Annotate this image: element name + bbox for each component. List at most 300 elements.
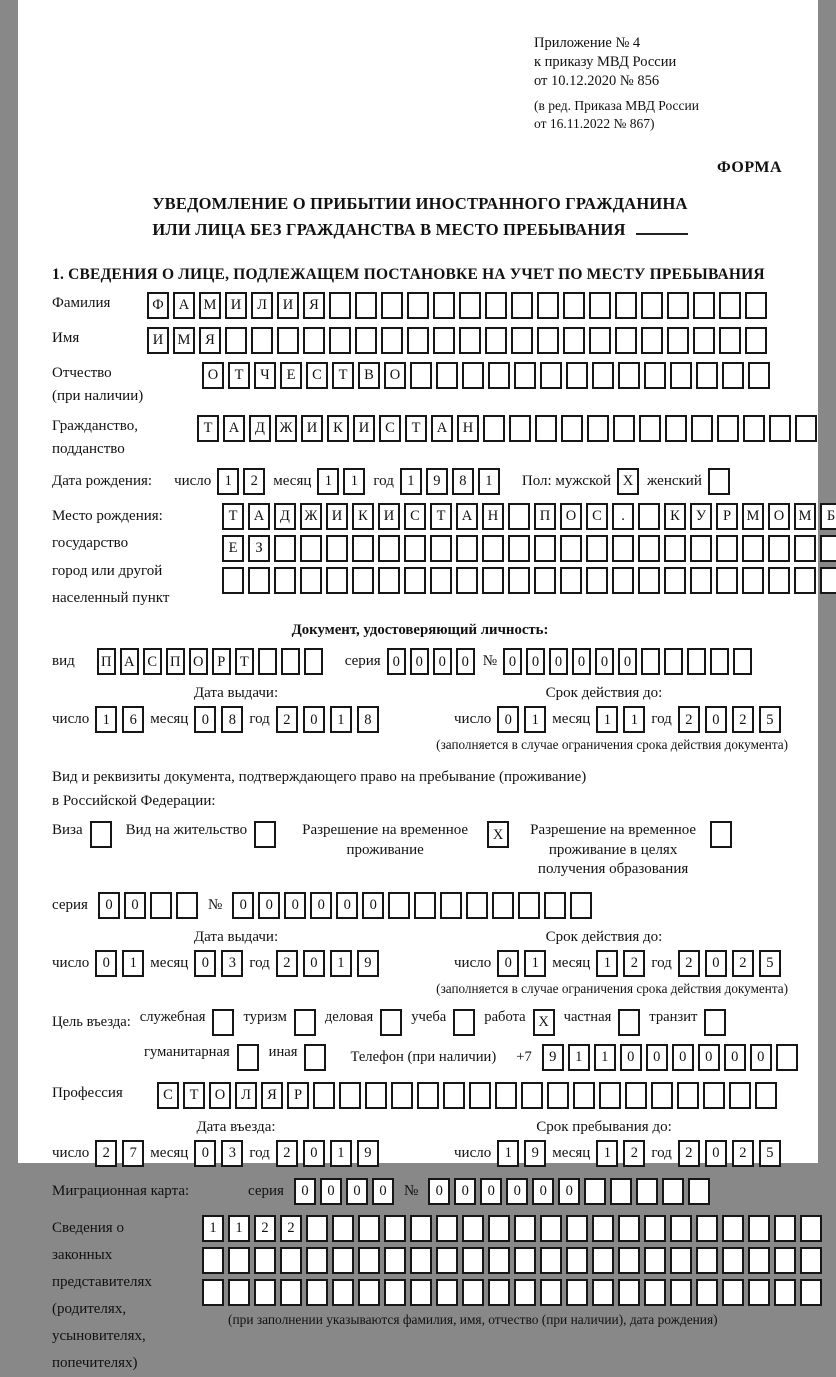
char-cell[interactable]: 0 (372, 1178, 394, 1205)
char-cell[interactable] (710, 648, 729, 675)
char-cell[interactable] (592, 362, 614, 389)
char-cell[interactable]: 2 (678, 706, 700, 733)
char-cell[interactable] (306, 1247, 328, 1274)
char-cell[interactable]: 0 (232, 892, 254, 919)
char-cell[interactable] (800, 1279, 822, 1306)
char-cell[interactable]: X (487, 821, 509, 848)
char-cell[interactable]: К (352, 503, 374, 530)
char-cell[interactable]: С (306, 362, 328, 389)
char-cell[interactable] (618, 1215, 640, 1242)
char-cell[interactable] (492, 892, 514, 919)
char-cell[interactable] (638, 567, 660, 594)
char-cell[interactable]: 0 (646, 1044, 668, 1071)
char-cell[interactable] (332, 1215, 354, 1242)
char-cell[interactable] (355, 327, 377, 354)
char-cell[interactable]: Л (251, 292, 273, 319)
char-cell[interactable]: 3 (221, 1140, 243, 1167)
char-cell[interactable]: 2 (678, 950, 700, 977)
char-cell[interactable] (407, 327, 429, 354)
char-cell[interactable] (563, 292, 585, 319)
char-cell[interactable] (365, 1082, 387, 1109)
char-cell[interactable] (722, 1215, 744, 1242)
char-cell[interactable]: А (431, 415, 453, 442)
char-cell[interactable]: И (147, 327, 169, 354)
char-cell[interactable] (254, 1247, 276, 1274)
char-cell[interactable] (329, 292, 351, 319)
char-cell[interactable] (742, 567, 764, 594)
char-cell[interactable] (537, 292, 559, 319)
char-cell[interactable] (755, 1082, 777, 1109)
char-cell[interactable] (641, 327, 663, 354)
char-cell[interactable] (589, 292, 611, 319)
char-cell[interactable] (644, 1215, 666, 1242)
char-cell[interactable] (281, 648, 300, 675)
char-cell[interactable] (651, 1082, 673, 1109)
char-cell[interactable]: П (534, 503, 556, 530)
char-cell[interactable] (511, 327, 533, 354)
char-cell[interactable]: 2 (276, 950, 298, 977)
char-cell[interactable] (719, 327, 741, 354)
char-cell[interactable] (688, 1178, 710, 1205)
char-cell[interactable] (748, 362, 770, 389)
char-cell[interactable] (664, 567, 686, 594)
char-cell[interactable]: 2 (276, 1140, 298, 1167)
char-cell[interactable] (729, 1082, 751, 1109)
char-cell[interactable]: 0 (480, 1178, 502, 1205)
char-cell[interactable] (280, 1279, 302, 1306)
char-cell[interactable] (521, 1082, 543, 1109)
char-cell[interactable]: . (612, 503, 634, 530)
char-cell[interactable]: Т (222, 503, 244, 530)
char-cell[interactable] (638, 503, 660, 530)
char-cell[interactable] (212, 1009, 234, 1036)
char-cell[interactable] (378, 567, 400, 594)
char-cell[interactable]: 1 (400, 468, 422, 495)
char-cell[interactable]: 1 (317, 468, 339, 495)
char-cell[interactable] (563, 327, 585, 354)
char-cell[interactable] (618, 362, 640, 389)
char-cell[interactable] (618, 1279, 640, 1306)
char-cell[interactable] (710, 821, 732, 848)
char-cell[interactable]: 1 (594, 1044, 616, 1071)
char-cell[interactable] (332, 1247, 354, 1274)
char-cell[interactable]: И (225, 292, 247, 319)
char-cell[interactable]: 0 (98, 892, 120, 919)
char-cell[interactable] (693, 292, 715, 319)
char-cell[interactable]: И (326, 503, 348, 530)
char-cell[interactable] (625, 1082, 647, 1109)
char-cell[interactable] (534, 535, 556, 562)
char-cell[interactable]: 2 (280, 1215, 302, 1242)
char-cell[interactable] (391, 1082, 413, 1109)
char-cell[interactable]: Т (183, 1082, 205, 1109)
char-cell[interactable] (716, 567, 738, 594)
char-cell[interactable] (638, 535, 660, 562)
char-cell[interactable] (462, 362, 484, 389)
char-cell[interactable] (453, 1009, 475, 1036)
char-cell[interactable]: С (379, 415, 401, 442)
char-cell[interactable]: 9 (542, 1044, 564, 1071)
char-cell[interactable]: 1 (623, 706, 645, 733)
char-cell[interactable]: 0 (750, 1044, 772, 1071)
char-cell[interactable] (280, 1247, 302, 1274)
char-cell[interactable] (748, 1279, 770, 1306)
char-cell[interactable] (509, 415, 531, 442)
char-cell[interactable]: Ч (254, 362, 276, 389)
char-cell[interactable]: 0 (258, 892, 280, 919)
char-cell[interactable] (514, 362, 536, 389)
char-cell[interactable] (294, 1009, 316, 1036)
char-cell[interactable]: 1 (330, 1140, 352, 1167)
char-cell[interactable] (717, 415, 739, 442)
char-cell[interactable]: 5 (759, 706, 781, 733)
char-cell[interactable] (459, 292, 481, 319)
char-cell[interactable] (404, 535, 426, 562)
char-cell[interactable]: 1 (596, 1140, 618, 1167)
char-cell[interactable]: А (248, 503, 270, 530)
char-cell[interactable]: 0 (705, 706, 727, 733)
char-cell[interactable] (404, 567, 426, 594)
char-cell[interactable] (703, 1082, 725, 1109)
char-cell[interactable]: З (248, 535, 270, 562)
char-cell[interactable] (535, 415, 557, 442)
char-cell[interactable] (748, 1215, 770, 1242)
char-cell[interactable]: П (97, 648, 116, 675)
char-cell[interactable] (615, 292, 637, 319)
char-cell[interactable] (277, 327, 299, 354)
char-cell[interactable] (586, 535, 608, 562)
char-cell[interactable] (644, 362, 666, 389)
char-cell[interactable] (570, 892, 592, 919)
char-cell[interactable] (716, 535, 738, 562)
char-cell[interactable]: 1 (202, 1215, 224, 1242)
char-cell[interactable]: 0 (595, 648, 614, 675)
char-cell[interactable] (358, 1247, 380, 1274)
char-cell[interactable]: Я (261, 1082, 283, 1109)
char-cell[interactable]: 7 (122, 1140, 144, 1167)
char-cell[interactable] (326, 567, 348, 594)
char-cell[interactable]: 2 (276, 706, 298, 733)
char-cell[interactable]: 2 (95, 1140, 117, 1167)
char-cell[interactable] (332, 1279, 354, 1306)
char-cell[interactable]: С (586, 503, 608, 530)
char-cell[interactable] (355, 292, 377, 319)
char-cell[interactable] (306, 1279, 328, 1306)
char-cell[interactable] (90, 821, 112, 848)
char-cell[interactable] (687, 648, 706, 675)
char-cell[interactable] (693, 327, 715, 354)
char-cell[interactable] (794, 535, 816, 562)
char-cell[interactable] (274, 567, 296, 594)
char-cell[interactable] (176, 892, 198, 919)
char-cell[interactable] (202, 1279, 224, 1306)
char-cell[interactable] (691, 415, 713, 442)
char-cell[interactable] (704, 1009, 726, 1036)
char-cell[interactable] (456, 567, 478, 594)
char-cell[interactable]: А (173, 292, 195, 319)
char-cell[interactable] (482, 567, 504, 594)
char-cell[interactable]: 2 (623, 1140, 645, 1167)
char-cell[interactable] (237, 1044, 259, 1071)
char-cell[interactable]: О (384, 362, 406, 389)
char-cell[interactable]: 0 (194, 706, 216, 733)
char-cell[interactable] (612, 535, 634, 562)
char-cell[interactable] (534, 567, 556, 594)
char-cell[interactable] (440, 892, 462, 919)
char-cell[interactable]: 8 (357, 706, 379, 733)
char-cell[interactable]: 8 (452, 468, 474, 495)
char-cell[interactable]: 0 (194, 950, 216, 977)
char-cell[interactable]: П (166, 648, 185, 675)
char-cell[interactable] (560, 567, 582, 594)
char-cell[interactable]: 1 (228, 1215, 250, 1242)
char-cell[interactable]: 1 (596, 706, 618, 733)
char-cell[interactable] (612, 567, 634, 594)
char-cell[interactable]: 1 (330, 950, 352, 977)
char-cell[interactable]: 9 (426, 468, 448, 495)
char-cell[interactable]: 1 (478, 468, 500, 495)
char-cell[interactable] (641, 292, 663, 319)
char-cell[interactable] (769, 415, 791, 442)
char-cell[interactable]: А (223, 415, 245, 442)
char-cell[interactable] (776, 1044, 798, 1071)
char-cell[interactable]: 1 (122, 950, 144, 977)
char-cell[interactable] (511, 292, 533, 319)
char-cell[interactable] (410, 1247, 432, 1274)
char-cell[interactable] (641, 648, 660, 675)
char-cell[interactable]: 0 (558, 1178, 580, 1205)
char-cell[interactable]: 1 (596, 950, 618, 977)
char-cell[interactable] (618, 1009, 640, 1036)
char-cell[interactable] (613, 415, 635, 442)
char-cell[interactable] (540, 1247, 562, 1274)
char-cell[interactable] (733, 648, 752, 675)
char-cell[interactable] (466, 892, 488, 919)
char-cell[interactable]: 0 (698, 1044, 720, 1071)
char-cell[interactable] (696, 362, 718, 389)
char-cell[interactable]: 0 (572, 648, 591, 675)
char-cell[interactable] (410, 362, 432, 389)
char-cell[interactable] (414, 892, 436, 919)
char-cell[interactable] (662, 1178, 684, 1205)
char-cell[interactable]: М (794, 503, 816, 530)
char-cell[interactable]: Д (249, 415, 271, 442)
char-cell[interactable] (745, 292, 767, 319)
char-cell[interactable]: 2 (732, 706, 754, 733)
char-cell[interactable] (462, 1279, 484, 1306)
char-cell[interactable] (599, 1082, 621, 1109)
char-cell[interactable]: 0 (705, 950, 727, 977)
char-cell[interactable] (690, 567, 712, 594)
char-cell[interactable] (667, 292, 689, 319)
char-cell[interactable]: Т (235, 648, 254, 675)
char-cell[interactable] (304, 1044, 326, 1071)
char-cell[interactable]: 0 (303, 950, 325, 977)
char-cell[interactable]: 1 (330, 706, 352, 733)
char-cell[interactable] (352, 567, 374, 594)
char-cell[interactable] (469, 1082, 491, 1109)
char-cell[interactable]: О (560, 503, 582, 530)
char-cell[interactable] (384, 1279, 406, 1306)
char-cell[interactable]: 1 (568, 1044, 590, 1071)
char-cell[interactable]: 0 (433, 648, 452, 675)
char-cell[interactable] (745, 327, 767, 354)
char-cell[interactable]: И (277, 292, 299, 319)
char-cell[interactable] (456, 535, 478, 562)
char-cell[interactable] (665, 415, 687, 442)
char-cell[interactable]: 9 (524, 1140, 546, 1167)
char-cell[interactable]: Ж (300, 503, 322, 530)
char-cell[interactable] (304, 648, 323, 675)
char-cell[interactable]: 0 (526, 648, 545, 675)
char-cell[interactable] (560, 535, 582, 562)
char-cell[interactable] (508, 503, 530, 530)
char-cell[interactable] (488, 1215, 510, 1242)
char-cell[interactable]: О (768, 503, 790, 530)
char-cell[interactable] (488, 1279, 510, 1306)
char-cell[interactable] (670, 362, 692, 389)
char-cell[interactable]: 0 (303, 706, 325, 733)
char-cell[interactable]: 8 (221, 706, 243, 733)
char-cell[interactable]: 0 (503, 648, 522, 675)
char-cell[interactable] (384, 1247, 406, 1274)
char-cell[interactable] (417, 1082, 439, 1109)
char-cell[interactable]: 3 (221, 950, 243, 977)
char-cell[interactable] (540, 362, 562, 389)
char-cell[interactable] (561, 415, 583, 442)
char-cell[interactable] (248, 567, 270, 594)
char-cell[interactable]: 0 (194, 1140, 216, 1167)
char-cell[interactable] (636, 1178, 658, 1205)
char-cell[interactable] (488, 362, 510, 389)
char-cell[interactable] (410, 1215, 432, 1242)
char-cell[interactable] (443, 1082, 465, 1109)
char-cell[interactable] (774, 1247, 796, 1274)
char-cell[interactable]: С (404, 503, 426, 530)
char-cell[interactable]: 0 (506, 1178, 528, 1205)
char-cell[interactable] (696, 1247, 718, 1274)
char-cell[interactable] (483, 415, 505, 442)
char-cell[interactable] (584, 1178, 606, 1205)
char-cell[interactable]: 2 (243, 468, 265, 495)
char-cell[interactable]: 1 (497, 1140, 519, 1167)
char-cell[interactable] (303, 327, 325, 354)
char-cell[interactable] (352, 535, 374, 562)
char-cell[interactable]: 0 (454, 1178, 476, 1205)
char-cell[interactable] (508, 535, 530, 562)
char-cell[interactable] (587, 415, 609, 442)
char-cell[interactable] (722, 1247, 744, 1274)
char-cell[interactable] (433, 327, 455, 354)
char-cell[interactable] (615, 327, 637, 354)
char-cell[interactable] (436, 1279, 458, 1306)
char-cell[interactable]: Ж (275, 415, 297, 442)
char-cell[interactable]: Т (228, 362, 250, 389)
char-cell[interactable] (430, 535, 452, 562)
char-cell[interactable]: 1 (343, 468, 365, 495)
char-cell[interactable] (544, 892, 566, 919)
char-cell[interactable] (592, 1279, 614, 1306)
char-cell[interactable] (482, 535, 504, 562)
char-cell[interactable]: 9 (357, 1140, 379, 1167)
char-cell[interactable]: 0 (724, 1044, 746, 1071)
char-cell[interactable]: 5 (759, 1140, 781, 1167)
char-cell[interactable]: Н (482, 503, 504, 530)
char-cell[interactable] (795, 415, 817, 442)
char-cell[interactable] (436, 1215, 458, 1242)
char-cell[interactable]: 0 (672, 1044, 694, 1071)
char-cell[interactable]: 0 (387, 648, 406, 675)
char-cell[interactable]: 9 (357, 950, 379, 977)
char-cell[interactable]: В (358, 362, 380, 389)
char-cell[interactable]: К (327, 415, 349, 442)
char-cell[interactable]: 0 (303, 1140, 325, 1167)
char-cell[interactable] (358, 1215, 380, 1242)
char-cell[interactable] (540, 1215, 562, 1242)
char-cell[interactable]: М (742, 503, 764, 530)
char-cell[interactable] (514, 1247, 536, 1274)
char-cell[interactable] (573, 1082, 595, 1109)
char-cell[interactable]: О (202, 362, 224, 389)
char-cell[interactable] (225, 327, 247, 354)
char-cell[interactable]: 0 (95, 950, 117, 977)
char-cell[interactable]: 0 (294, 1178, 316, 1205)
char-cell[interactable] (254, 1279, 276, 1306)
char-cell[interactable]: И (301, 415, 323, 442)
char-cell[interactable] (222, 567, 244, 594)
char-cell[interactable] (540, 1279, 562, 1306)
char-cell[interactable] (670, 1279, 692, 1306)
char-cell[interactable] (388, 892, 410, 919)
char-cell[interactable]: К (664, 503, 686, 530)
char-cell[interactable]: А (456, 503, 478, 530)
char-cell[interactable]: Т (197, 415, 219, 442)
char-cell[interactable]: 6 (122, 706, 144, 733)
char-cell[interactable]: X (617, 468, 639, 495)
char-cell[interactable] (589, 327, 611, 354)
char-cell[interactable] (251, 327, 273, 354)
char-cell[interactable]: И (378, 503, 400, 530)
char-cell[interactable] (592, 1215, 614, 1242)
char-cell[interactable] (639, 415, 661, 442)
char-cell[interactable]: Р (716, 503, 738, 530)
char-cell[interactable] (742, 535, 764, 562)
char-cell[interactable] (436, 1247, 458, 1274)
char-cell[interactable] (664, 535, 686, 562)
char-cell[interactable] (514, 1279, 536, 1306)
char-cell[interactable]: О (209, 1082, 231, 1109)
char-cell[interactable]: Д (274, 503, 296, 530)
char-cell[interactable]: 0 (497, 950, 519, 977)
char-cell[interactable] (514, 1215, 536, 1242)
char-cell[interactable] (202, 1247, 224, 1274)
char-cell[interactable]: 1 (217, 468, 239, 495)
char-cell[interactable]: 0 (532, 1178, 554, 1205)
char-cell[interactable]: 2 (254, 1215, 276, 1242)
char-cell[interactable]: 1 (524, 950, 546, 977)
char-cell[interactable] (690, 535, 712, 562)
char-cell[interactable] (748, 1247, 770, 1274)
char-cell[interactable]: Т (332, 362, 354, 389)
char-cell[interactable] (537, 327, 559, 354)
char-cell[interactable]: 0 (346, 1178, 368, 1205)
char-cell[interactable] (696, 1215, 718, 1242)
char-cell[interactable]: Ф (147, 292, 169, 319)
char-cell[interactable] (488, 1247, 510, 1274)
char-cell[interactable] (518, 892, 540, 919)
char-cell[interactable]: И (353, 415, 375, 442)
char-cell[interactable] (800, 1215, 822, 1242)
